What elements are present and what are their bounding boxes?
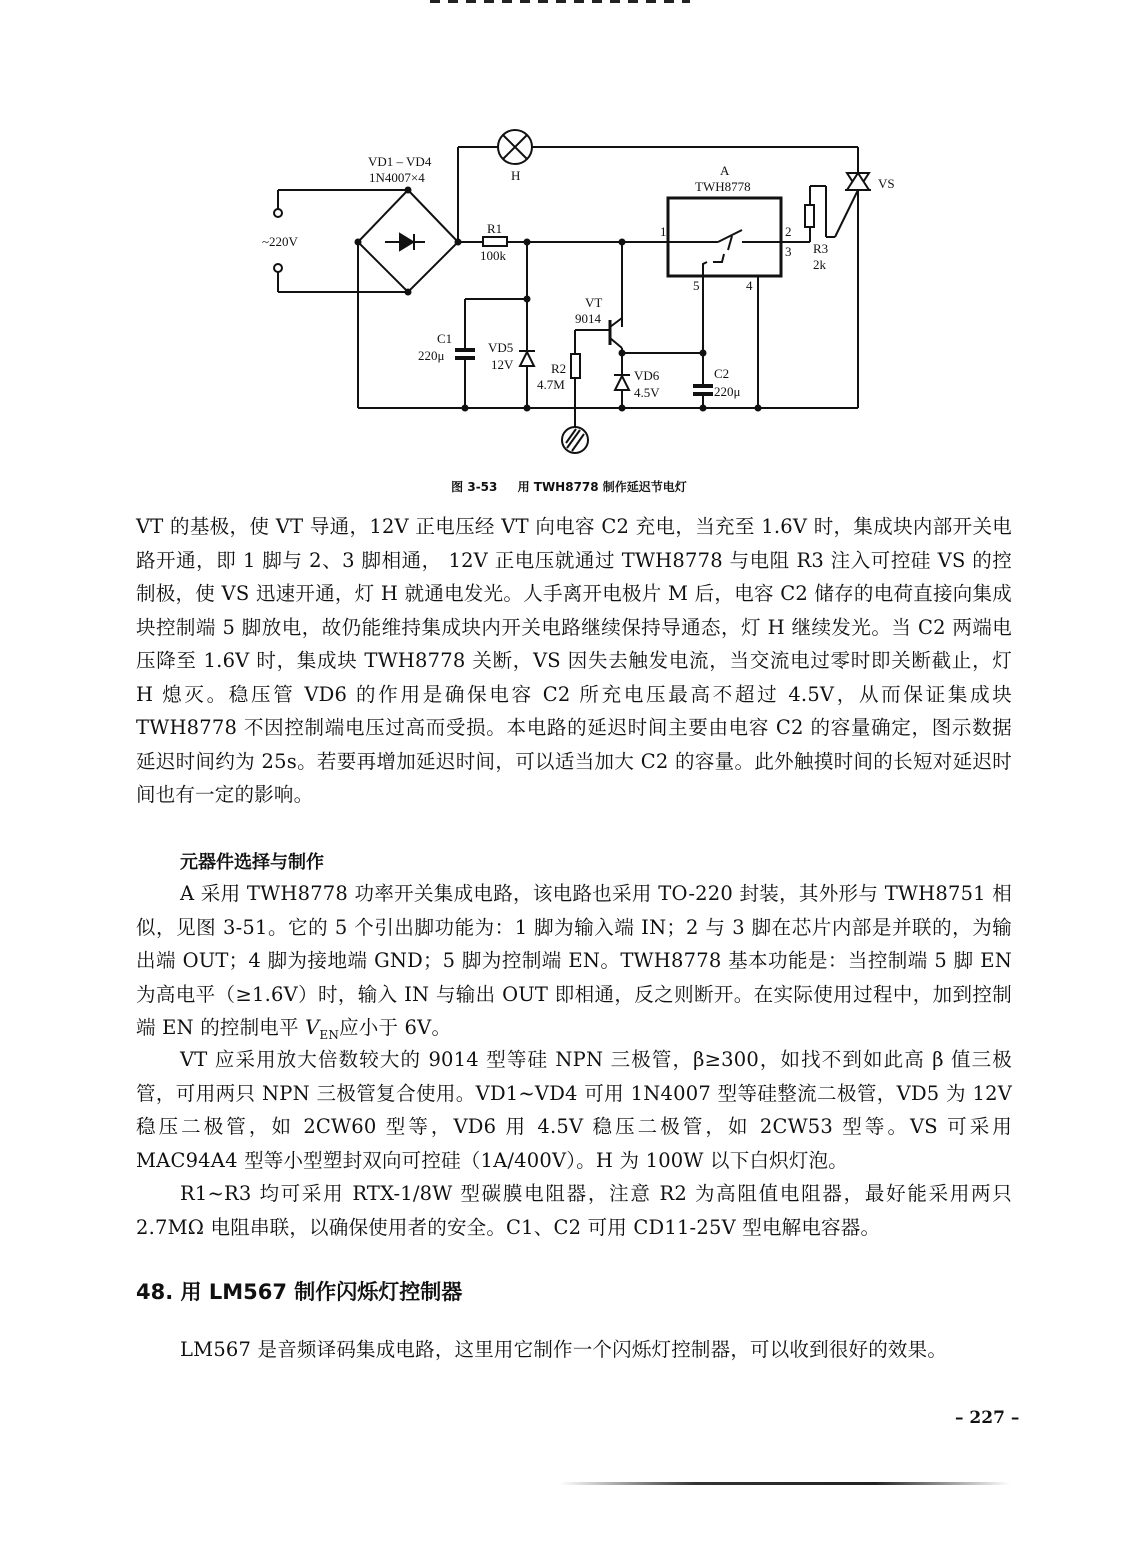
ic-twh8778: [668, 198, 781, 276]
label-c2: C2: [714, 366, 730, 381]
label-pin1: 1: [660, 224, 667, 239]
ac-terminal-top: [274, 209, 282, 217]
label-pin3: 3: [785, 244, 792, 259]
ac-terminal-bottom: [274, 264, 282, 272]
label-lamp: H: [511, 168, 521, 183]
scan-edge-rule: [560, 1482, 1010, 1485]
ic-description-tail: 应小于 6V。: [339, 1016, 452, 1039]
ic-description-text: A 采用 TWH8778 功率开关集成电路，该电路也采用 TO-220 封装，其外形与 TWH8751 相似，见图 3-51。它的 5 个引出脚功能为：1 脚为输入端 IN；2 与 3 脚在芯片内部是并联的，为输出端 OUT；4 脚为接地端 GND；5 脚为控制端 EN。TWH8778 基本功能是：当控制端 5 脚 EN 为高电平（≥1.6V）时，输入 IN 与输出 OUT 即相通，反之则断开。在实际使用过程中，加到控制端 EN 的控制电平: [136, 882, 1012, 1039]
label-r2-value: 4.7M: [537, 377, 565, 392]
label-r1: R1: [487, 221, 503, 236]
resistor-r2: [571, 354, 580, 378]
label-transistor: VT: [585, 295, 603, 310]
resistor-r1: [483, 237, 507, 246]
figure-caption: [0, 478, 1138, 495]
page-number: – 227 –: [955, 1408, 1020, 1428]
symbol-ven-subscript: EN: [319, 1027, 340, 1042]
subheading-component-selection: 元器件选择与制作: [180, 852, 324, 873]
paragraph-lm567-intro: LM567 是音频译码集成电路，这里用它制作一个闪烁灯控制器，可以收到很好的效果。: [180, 1338, 948, 1361]
label-transistor-part: 9014: [575, 311, 601, 326]
label-r3: R3: [813, 241, 829, 256]
label-bridge: VD1 – VD4: [368, 154, 432, 169]
label-pin4: 4: [746, 278, 753, 293]
label-vd6: VD6: [634, 368, 660, 383]
label-c2-value: 220μ: [714, 384, 741, 399]
figure-title: 用 TWH8778 制作延迟节电灯: [517, 480, 687, 494]
label-triac: VS: [878, 176, 895, 191]
section-title: 48. 用 LM567 制作闪烁灯控制器: [136, 1280, 463, 1304]
label-r2: R2: [551, 361, 567, 376]
label-r3-value: 2k: [813, 257, 826, 272]
label-vd6-value: 4.5V: [634, 385, 660, 400]
paragraph-resistor-selection: R1~R3 均可采用 RTX-1/8W 型碳膜电阻器，注意 R2 为高阻值电阻器，最好能采用两只 2.7MΩ 电阻串联，以确保使用者的安全。C1、C2 可用 CD11-25V 型电解电容器。: [136, 1182, 1012, 1239]
label-vd5: VD5: [488, 340, 514, 355]
label-c1-value: 220μ: [418, 348, 445, 363]
label-c1: C1: [437, 331, 453, 346]
resistor-r3: [805, 205, 814, 227]
zener-vd6-icon: [615, 376, 629, 390]
label-vd5-value: 12V: [491, 357, 514, 372]
figure-number: 图 3-53: [451, 480, 498, 494]
paragraph-transistor-selection: VT 应采用放大倍数较大的 9014 型等硅 NPN 三极管，β≥300，如找不到如此高 β 值三极管，可用两只 NPN 三极管复合使用。VD1~VD4 可用 1N4007 型等硅整流二极管，VD5 为 12V 稳压二极管，如 2CW60 型等，VD6 用 4.5V 稳压二极管，如 2CW53 型等。VS 可采用 MAC94A4 型等小型塑封双向可控硅（1A/400V）。H 为 100W 以下白炽灯泡。: [136, 1048, 1012, 1172]
zener-vd5-icon: [520, 352, 534, 366]
label-r1-value: 100k: [480, 248, 506, 263]
bridge-diode-icon: [400, 234, 413, 250]
label-pin2: 2: [785, 224, 792, 239]
label-ic-part: TWH8778: [695, 179, 751, 194]
label-ic-ref: A: [720, 163, 730, 178]
label-ac-source: ~220V: [262, 234, 298, 249]
paragraph-circuit-operation: VT 的基极，使 VT 导通，12V 正电压经 VT 向电容 C2 充电，当充至 1.6V 时，集成块内部开关电路开通，即 1 脚与 2、3 脚相通， 12V 正电压就通过 TWH8778 与电阻 R3 注入可控硅 VS 的控制极，使 VS 迅速开通，灯 H 就通电发光。人手离开电极片 M 后，电容 C2 储存的电荷直接向集成块控制端 5 脚放电，故仍能维持集成块内开关电路继续保持导通态，灯 H 继续发光。当 C2 两端电压降至 1.6V 时，集成块 TWH8778 关断，VS 因失去触发电流，当交流电过零时即关断截止，灯 H 熄灭。稳压管 VD6 的作用是确保电容 C2 所充电压最高不超过 4.5V，从而保证集成块 TWH8778 不因控制端电压过高而受损。本电路的延迟时间主要由电容 C2 的容量确定，图示数据延迟时间约为 25s。若要再增加延迟时间，可以适当加大 C2 的容量。此外触摸时间的长短对延迟时间也有一定的影响。: [136, 515, 1012, 806]
symbol-ven: V: [305, 1016, 320, 1039]
paragraph-ic-description: [136, 877, 1012, 1052]
label-bridge-part: 1N4007×4: [369, 170, 425, 185]
header-rule: [430, 0, 690, 3]
circuit-diagram: [250, 120, 930, 470]
label-pin5: 5: [693, 278, 700, 293]
